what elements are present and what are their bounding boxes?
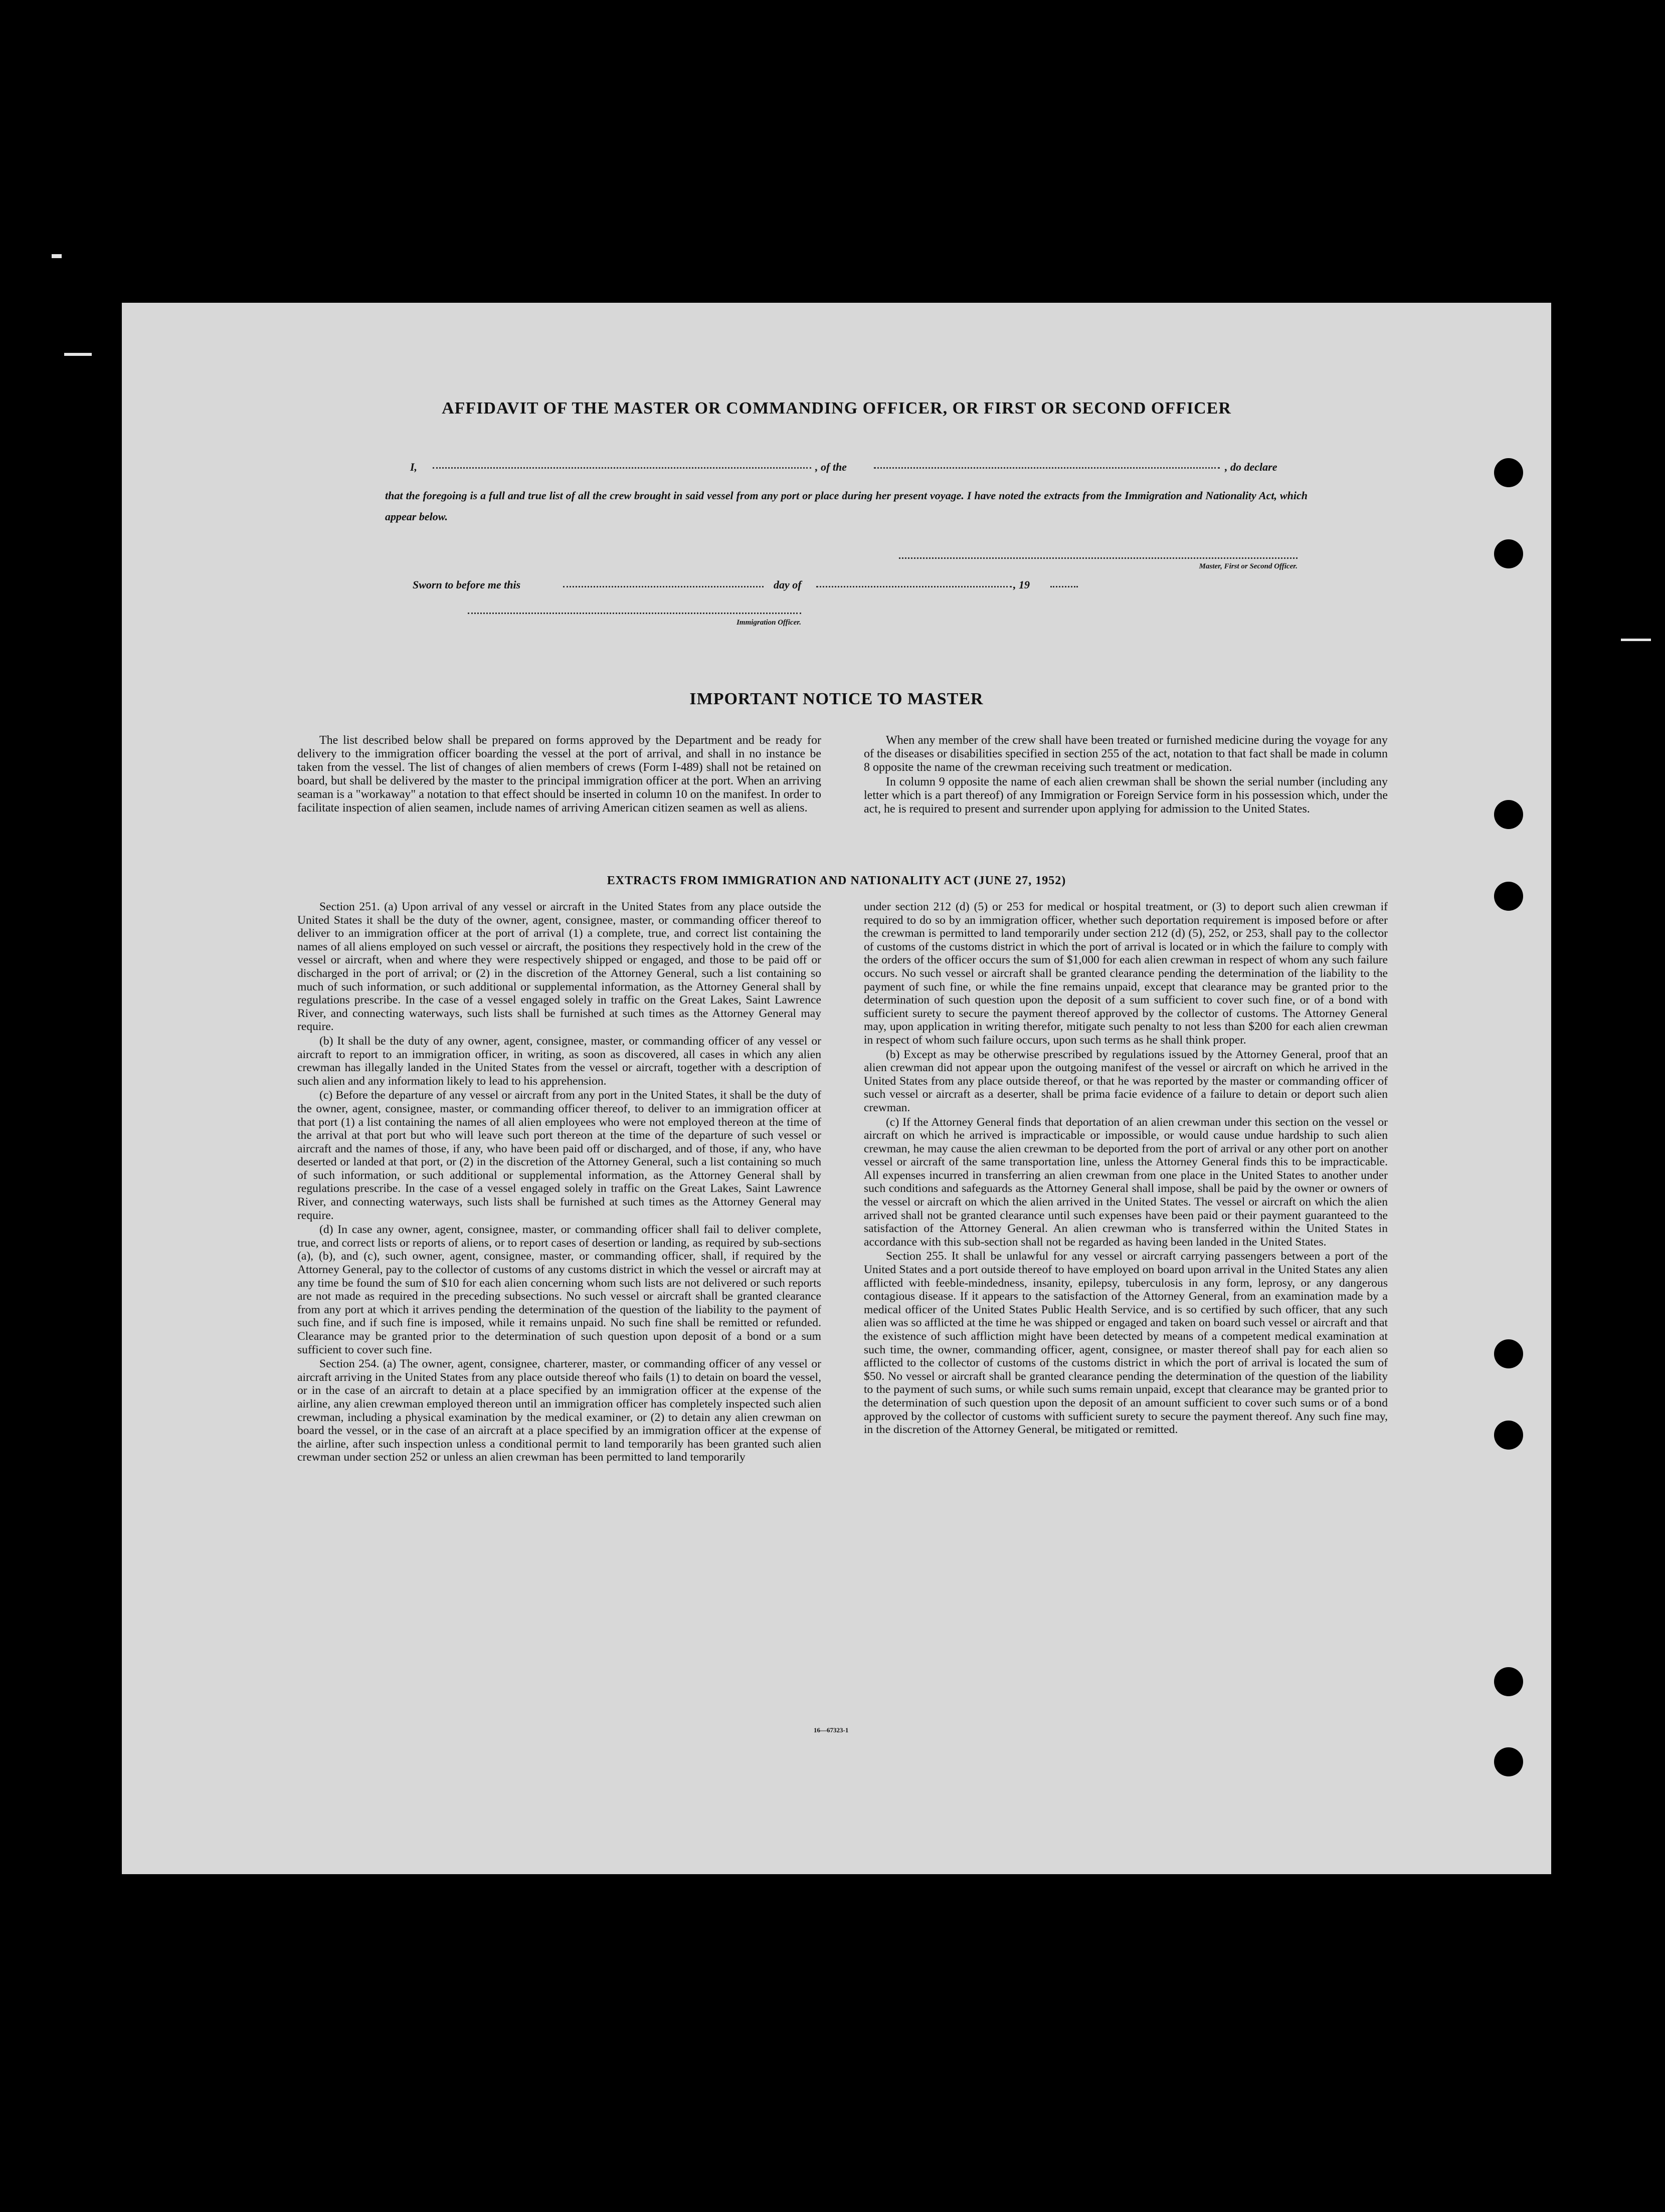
sworn-label: Sworn to before me this bbox=[413, 578, 521, 591]
extracts-right-column bbox=[864, 900, 1388, 1438]
signature-caption: Master, First or Second Officer. bbox=[1199, 562, 1298, 570]
scan-speck bbox=[1621, 639, 1651, 641]
notice-right-column bbox=[864, 734, 1388, 817]
document-page bbox=[122, 303, 1551, 1874]
notice-right-paragraph-1: When any member of the crew shall have been treated or furnished medicine during the voyage for any of the diseases or disabilities specified in section 255 of the act, notation to that fact shall be made in column 8 opposite the name of the crewman receiving such treatment or medication. bbox=[864, 734, 1388, 774]
sworn-month-line bbox=[816, 586, 1012, 587]
notice-right-paragraph-2: In column 9 opposite the name of each alien crewman shall be shown the serial number (including any letter which is a part thereof) of any Immigration or Foreign Service form in his possession which, under the act, he is required to present and surrender upon applying for admission to the United States. bbox=[864, 775, 1388, 816]
scan-speck bbox=[64, 353, 92, 356]
section-251-d: (d) In case any owner, agent, consignee, master, or commanding officer shall fail to deliver complete, true, and correct lists or reports of aliens, or to report cases of desertion or landing, as required by sub-sections (a), (b), and (c), such owner, agent, consignee, master, or commanding officer, shall, if required by the Attorney General, pay to the collector of customs of any customs district in which the vessel or aircraft may at any time be found the sum of $10 for each alien concerning whom such lists are not delivered or such reports are not made as required in the preceding subsections. No such vessel or aircraft shall be granted clearance from any port at which it arrives pending the determination of the question of the liability to the payment of such fine, and if such fine is imposed, while it remains unpaid. No such fine shall be remitted or refunded. Clearance may be granted prior to the determination of such question upon deposit of a bond or a sum sufficient to cover such fine. bbox=[297, 1223, 821, 1356]
section-254-a: Section 254. (a) The owner, agent, consignee, charterer, master, or commanding officer of any vessel or aircraft arriving in the United States from any place outside thereof who fails (1) to detain on board the vessel, or in the case of an aircraft to detain at a place specified by an immigration officer at the expense of the airline, any alien crewman employed thereon until an immigration officer has completely inspected such alien crewman, including a physical examination by the medical examiner, or (2) to detain any alien crewman on board the vessel, or in the case of an aircraft at a place specified by an immigration officer at the expense of the airline, after such inspection unless a conditional permit to land temporarily has been granted such alien crewman under section 252 or unless an alien crewman has been permitted to land temporarily bbox=[297, 1357, 821, 1464]
notice-left-column bbox=[297, 734, 821, 816]
section-251-a: Section 251. (a) Upon arrival of any vessel or aircraft in the United States from any place outside the United States it shall be the duty of the owner, agent, consignee, master, or commanding officer thereof to deliver to an immigration officer at the port of arrival (1) a complete, true, and correct list containing the names of all aliens employed on such vessel or aircraft, the positions they respectively hold in the crew of the vessel or aircraft, when and where they were respectively shipped or engaged, and those to be paid off or discharged in the port of arrival; or (2) in the discretion of the Attorney General, such a list containing so much of such information, or such additional or supplemental information, as the Attorney General shall by regulations prescribe. In the case of a vessel engaged solely in traffic on the Great Lakes, Saint Lawrence River, and connecting waterways, such lists shall be furnished at such times as the Attorney General may require. bbox=[297, 900, 821, 1034]
section-254-a-continued: under section 212 (d) (5) or 253 for medical or hospital treatment, or (3) to deport such alien crewman if required to do so by an immigration officer, whether such deportation requirement is imposed before or after the crewman is permitted to land temporarily under section 212 (d) (5), 252, or 253, shall pay to the collector of customs of the customs district in which the port of arrival is located or in which the failure to comply with the orders of the officer occurs the sum of $1,000 for each alien crewman in respect of whom any such failure occurs. No such vessel or aircraft shall be granted clearance pending the determination of the liability to the payment of such fine, or while the fine remains unpaid, except that clearance may be granted prior to the determination of such question upon the deposit of a sum sufficient to cover such fine, or of a bond with sufficient surety to secure the payment thereof approved by the collector of customs. The Attorney General may, upon application in writing therefor, mitigate such penalty to not less than $200 for each alien crewman in respect of whom such failure occurs, upon such terms as he shall think proper. bbox=[864, 900, 1388, 1047]
binder-hole bbox=[1494, 539, 1523, 568]
binder-hole bbox=[1494, 800, 1523, 829]
binder-hole bbox=[1494, 458, 1523, 487]
section-254-b: (b) Except as may be otherwise prescribed by regulations issued by the Attorney General, proof that an alien crewman did not appear upon the outgoing manifest of the vessel or aircraft on which he arrived in the United States from any place outside thereof, or that he was reported by the master or commanding officer of such vessel or aircraft as a deserter, shall be prima facie evidence of a failure to detain or deport such alien crewman. bbox=[864, 1048, 1388, 1114]
i-label: I, bbox=[410, 461, 418, 473]
extracts-left-column bbox=[297, 900, 821, 1465]
section-255: Section 255. It shall be unlawful for any vessel or aircraft carrying passengers between a port of the United States and a port outside thereof to have employed on board upon arrival in the United States any alien afflicted with feeble-mindedness, insanity, epilepsy, tuberculosis in any form, leprosy, or any dangerous contagious disease. If it appears to the satisfaction of the Attorney General, from an examination made by a medical officer of the United States Public Health Service, and is so certified by such officer, that any such alien was so afflicted at the time he was shipped or engaged and taken on board such vessel or aircraft and that the existence of such affliction might have been detected by means of a competent medical examination at such time, the owner, commanding officer, agent, consignee, or master thereof shall pay for each alien so afflicted to the collector of customs of the customs district in which the port of arrival is located the sum of $50. No vessel or aircraft shall be granted clearance pending the determination of the question of the liability to the payment of such sums, or while such sums remain unpaid, except that clearance may be granted prior to the determination of such question upon the deposit of an amount sufficient to cover such sums or of a bond approved by the collector of customs with sufficient surety to secure the payment thereof. Any such fine may, in the discretion of the Attorney General, be mitigated or remitted. bbox=[864, 1250, 1388, 1437]
day-of-label: day of bbox=[774, 578, 802, 591]
section-254-c: (c) If the Attorney General finds that deportation of an alien crewman under this section on the vessel or aircraft on which he arrived is impracticable or impossible, or would cause undue hardship to such alien crewman, he may cause the alien crewman to be deported from the port of arrival or any other port on another vessel or aircraft of the same transportation line, unless the Attorney General finds this to be impracticable. All expenses incurred in transferring an alien crewman from one place in the United States to another under such conditions and safeguards as the Attorney General shall impose, shall be paid by the owner or owners of the vessel or aircraft on which the alien arrived in the United States. The vessel or aircraft on which the alien arrived shall not be granted clearance until such expenses have been paid or their payment guaranteed to the satisfaction of the Attorney General. An alien crewman who is transferred within the United States in accordance with this sub-section shall not be regarded as having been landed in the United States. bbox=[864, 1115, 1388, 1249]
vessel-blank-line bbox=[874, 467, 1220, 469]
notice-title: IMPORTANT NOTICE TO MASTER bbox=[689, 690, 984, 708]
affidavit-title: AFFIDAVIT OF THE MASTER OR COMMANDING OFFICER, OR FIRST OR SECOND OFFICER bbox=[442, 399, 1231, 418]
binder-hole bbox=[1494, 1421, 1523, 1450]
notice-left-paragraph: The list described below shall be prepared on forms approved by the Department and be ready for delivery to the immigration officer boarding the vessel at the port of arrival, and shall in no instance be taken from the vessel. The list of changes of alien members of crews (Form I-489) shall not be retained on board, but shall be delivered by the master to the principal immigration officer at the port. When an arriving seaman is a "workaway" a notation to that effect should be inserted in column 10 on the manifest. In order to facilitate inspection of alien seamen, include names of arriving American citizen seamen as well as aliens. bbox=[297, 734, 821, 815]
officer-caption: Immigration Officer. bbox=[736, 619, 801, 627]
binder-hole bbox=[1494, 882, 1523, 911]
officer-signature-line bbox=[468, 613, 801, 614]
extracts-title: EXTRACTS FROM IMMIGRATION AND NATIONALITY ACT (JUNE 27, 1952) bbox=[607, 874, 1066, 887]
binder-hole bbox=[1494, 1339, 1523, 1368]
section-251-c: (c) Before the departure of any vessel or aircraft from any port in the United States, it shall be the duty of the owner, agent, consignee, master, or commanding officer thereof, to deliver to an immigration officer at that port (1) a list containing the names of all alien employees who were not employed thereon at the time of the arrival at that port but who will leave such port thereon at the time of the departure of such vessel or aircraft and the names of those, if any, who have been paid off or discharged, and of those, if any, who have deserted or landed at that port, or (2) in the discretion of the Attorney General, such a list containing so much of such information, or such additional or supplemental information, as the Attorney General shall by regulations prescribe. In the case of a vessel engaged solely in traffic on the Great Lakes, Saint Lawrence River, and connecting waterways, such lists shall be furnished at such times as the Attorney General may require. bbox=[297, 1089, 821, 1222]
do-declare-label: , do declare bbox=[1225, 461, 1277, 473]
declaration-text: that the foregoing is a full and true list of all the crew brought in said vessel from any port or place during her present voyage. I have noted the extracts from the Immigration and Nationality Act, which appear below. bbox=[385, 489, 1308, 523]
sworn-day-line bbox=[563, 586, 764, 587]
scan-speck bbox=[52, 254, 62, 258]
section-251-b: (b) It shall be the duty of any owner, agent, consignee, master, or commanding officer of any vessel or aircraft to report to an immigration officer, in writing, as soon as discovered, all cases in which any alien crewman has illegally landed in the United States from the vessel or aircraft, together with a description of such alien and any information likely to lead to his apprehension. bbox=[297, 1034, 821, 1088]
binder-hole bbox=[1494, 1667, 1523, 1696]
of-the-label: , of the bbox=[815, 461, 847, 473]
form-code: 16—67323-1 bbox=[814, 1726, 849, 1734]
binder-hole bbox=[1494, 1747, 1523, 1776]
name-blank-line bbox=[433, 467, 811, 469]
year-label: , 19 bbox=[1013, 578, 1030, 591]
year-blank-line bbox=[1050, 586, 1078, 587]
signature-line bbox=[899, 557, 1298, 559]
